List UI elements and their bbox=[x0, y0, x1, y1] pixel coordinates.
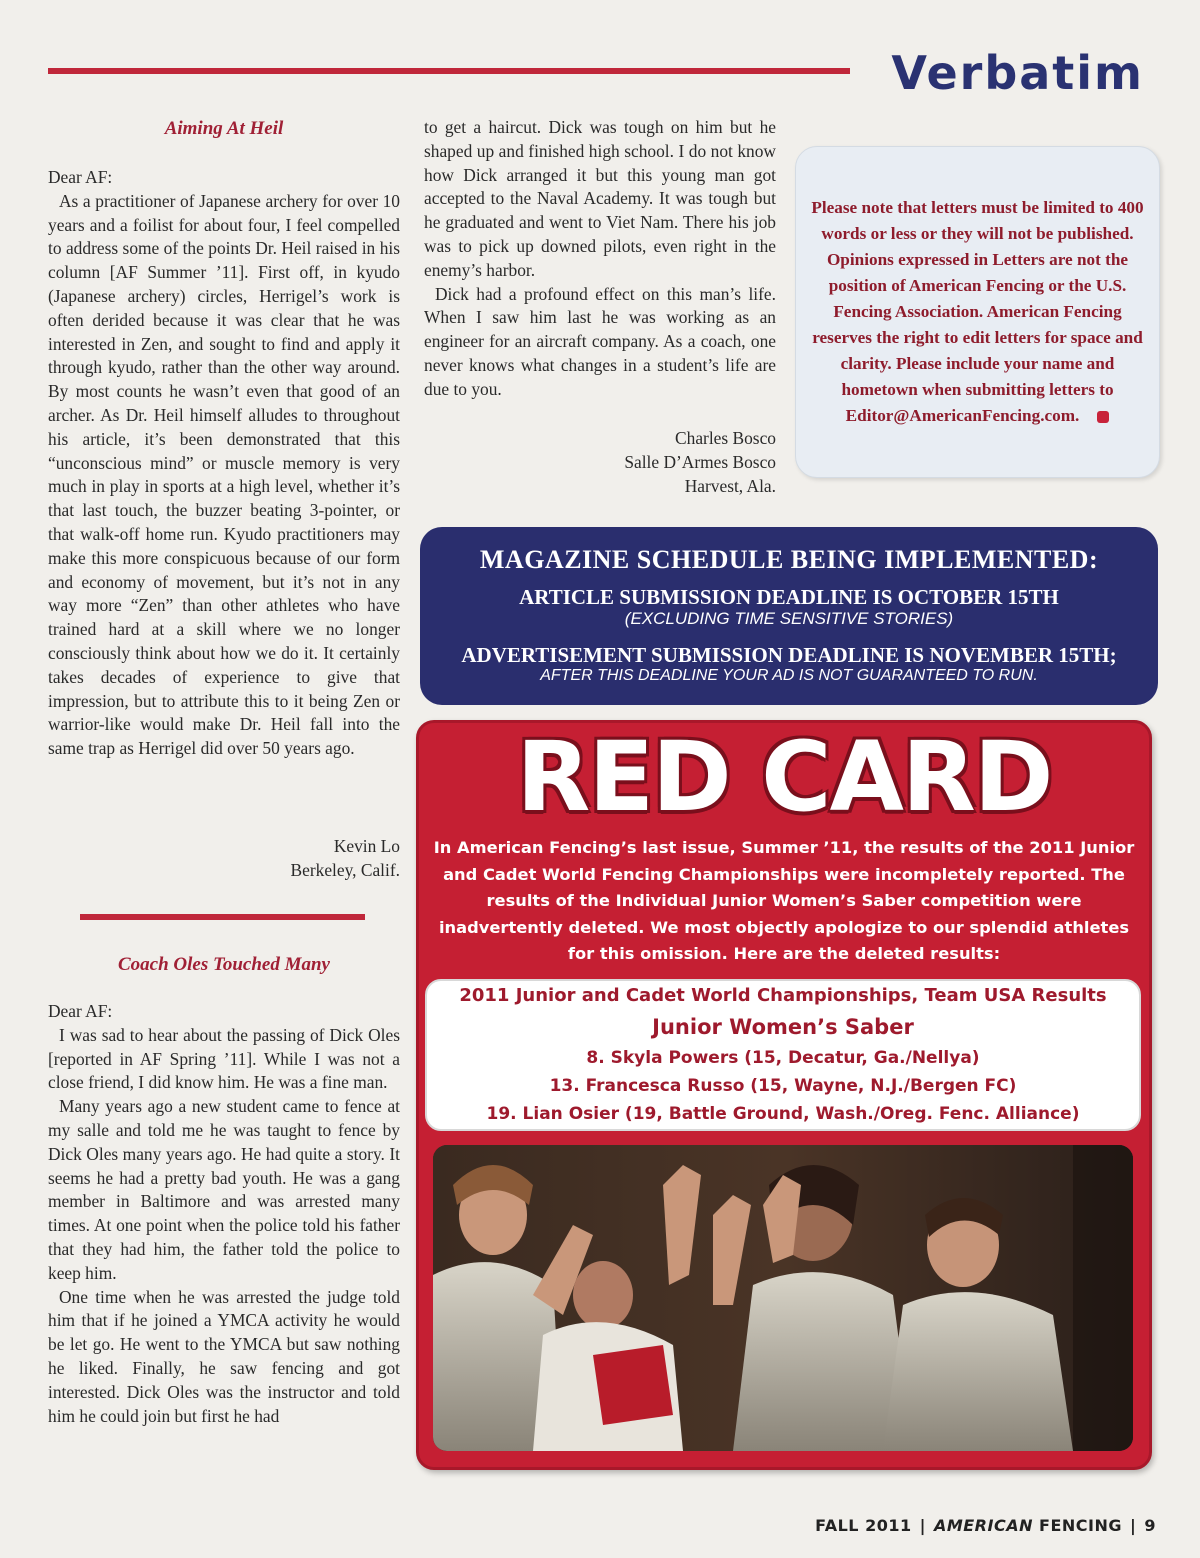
notice-text bbox=[810, 195, 1145, 429]
red-card-panel bbox=[416, 720, 1152, 1470]
footer-brand-italic: AMERICAN bbox=[933, 1516, 1033, 1535]
article-deadline: ARTICLE SUBMISSION DEADLINE IS OCTOBER 15TH bbox=[519, 585, 1059, 609]
footer-brand: FENCING bbox=[1039, 1516, 1123, 1535]
footer-separator: | bbox=[919, 1516, 926, 1535]
header-rule bbox=[48, 68, 850, 74]
footer-separator: | bbox=[1130, 1516, 1137, 1535]
letter1-headline: Aiming At Heil bbox=[164, 118, 284, 139]
letter2-paragraph: One time when he was arrested the judge told him that if he joined a YMCA activity he would be let go. He went to the YMCA but saw nothing he liked. Finally, he saw fencing and got interested. Dick Oles was the instructor and told him he could join but first he had bbox=[48, 1286, 400, 1426]
page-footer bbox=[815, 1516, 1156, 1535]
page-number: 9 bbox=[1144, 1516, 1156, 1535]
signature-name: Kevin Lo bbox=[333, 836, 400, 856]
result-row: 13. Francesca Russo (15, Wayne, N.J./Bergen FC) bbox=[549, 1076, 1017, 1096]
letter2-paragraph: Many years ago a new student came to fence at my salle and told me he was taught to fence by Dick Oles many years ago. He had quite a story. It seems he had a pretty bad youth. He was a gang member in Baltimore and was arrested many times. At one point when the police told his father that they had him, the father told the police to keep him. bbox=[48, 1096, 400, 1283]
results-box bbox=[425, 979, 1141, 1131]
section-title: Verbatim bbox=[891, 46, 1144, 100]
letter2-continuation bbox=[424, 116, 776, 402]
ad-deadline: ADVERTISEMENT SUBMISSION DEADLINE IS NOVEMBER 15TH; bbox=[461, 643, 1117, 667]
letters-notice-box bbox=[795, 146, 1160, 478]
article-deadline-note: (EXCLUDING TIME SENSITIVE STORIES) bbox=[624, 609, 954, 628]
divider-rule bbox=[80, 914, 365, 920]
letter2-paragraph: to get a haircut. Dick was tough on him but he shaped up and finished high school. I do not know how Dick arranged it but this young man got accepted to the Naval Academy. It was tough but he graduated and went to Viet Nam. There his job was to pick up downed pilots, even right in the enemy’s harbor. bbox=[424, 117, 776, 280]
signature-location: Harvest, Ala. bbox=[684, 475, 776, 496]
red-card-title: RED CARD bbox=[516, 721, 1052, 833]
results-subtitle: Junior Women’s Saber bbox=[652, 1015, 914, 1039]
result-row: 19. Lian Osier (19, Battle Ground, Wash./Oreg. Fenc. Alliance) bbox=[486, 1104, 1080, 1124]
letter1-body bbox=[48, 166, 400, 761]
letter1-paragraph: As a practitioner of Japanese archery for over 10 years and a foilist for about four, I feel compelled to address some of the points Dr. Heil raised in his column [AF Summer ’11]. First off, in kyudo (Japanese archery) circles, Herrigel’s work is often derided because it was clear that he was interested in Zen, and sought to find and apply it through kyudo, rather than the other way around. By most counts he wasn’t even that good of an archer. As Dr. Heil himself alludes to throughout his article, it’s been demonstrated that this “unconscious mind” or muscle memory is very much in play in sports at a high level, whether it’s that last touch, the buzzer beating 3-pointer, or that walk-off home run. Kyudo practitioners may make this more conspicuous because of our form and economy of movement, but it’s not in any way more “Zen” than other athletes who have trained hard at a skill where we no longer consciously think about how we do it. It certainly takes decades of experience to give that impression, but to attribute this to it being Zen or warrior-like would make Dr. Heil fall into the same trap as Herrigel did over 50 years ago. bbox=[48, 190, 400, 759]
signature-name: Charles Bosco bbox=[675, 428, 776, 448]
fencers-photo-illustration bbox=[433, 1145, 1133, 1451]
fencers-photo bbox=[433, 1145, 1133, 1451]
end-bullet-icon bbox=[1097, 411, 1109, 423]
letter2-paragraph: I was sad to hear about the passing of Dick Oles [reported in AF Spring ’11]. While I was not a close friend, I did know him. He was a fine man. bbox=[48, 1024, 400, 1093]
letter2-body bbox=[48, 1000, 400, 1428]
letter2-signature bbox=[424, 427, 776, 498]
letter1-signature bbox=[48, 835, 400, 883]
ad-deadline-note: AFTER THIS DEADLINE YOUR AD IS NOT GUARANTEED TO RUN. bbox=[540, 667, 1038, 684]
signature-club: Salle D’Armes Bosco bbox=[624, 451, 776, 472]
notice-copy: Please note that letters must be limited to 400 words or less or they will not be published. Opinions expressed in Letters are not the position of American Fencing or the U.S. Fencing Association. American Fencing reserves the right to edit letters for space and clarity. Please include your name and hometown when submitting letters to Editor@AmericanFencing.com. bbox=[811, 198, 1144, 425]
letter1-salutation: Dear AF: bbox=[48, 167, 113, 187]
letter2-headline: Coach Oles Touched Many bbox=[117, 954, 330, 975]
schedule-banner bbox=[420, 527, 1158, 705]
result-row: 8. Skyla Powers (15, Decatur, Ga./Nellya) bbox=[586, 1048, 980, 1068]
letter2-paragraph: Dick had a profound effect on this man’s life. When I saw him last he was working as an engineer for an aircraft company. As a coach, one never knows what changes in a student’s life are due to you. bbox=[424, 283, 776, 399]
footer-season: FALL 2011 bbox=[815, 1516, 912, 1535]
results-title: 2011 Junior and Cadet World Championships, Team USA Results bbox=[459, 985, 1107, 1006]
signature-location: Berkeley, Calif. bbox=[290, 859, 400, 880]
schedule-title: MAGAZINE SCHEDULE BEING IMPLEMENTED: bbox=[479, 545, 1099, 574]
red-card-body: In American Fencing’s last issue, Summer ’11, the results of the 2011 Junior and Cadet World Fencing Championships were incompletely reported. The results of the Individual Junior Women’s Saber competition were inadvertently deleted. We most objectly apologize to our splendid athletes for this omission. Here are the deleted results: bbox=[433, 838, 1135, 963]
letter2-salutation: Dear AF: bbox=[48, 1001, 113, 1021]
